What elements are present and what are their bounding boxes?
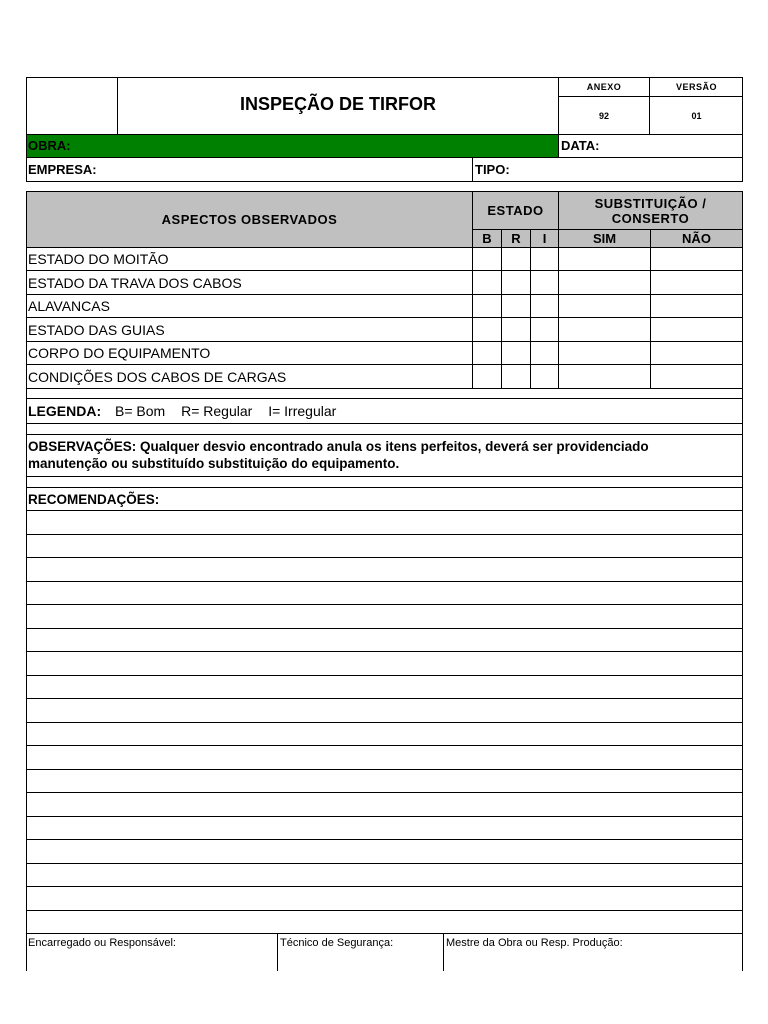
- legend: [28, 403, 336, 419]
- empresa-label: EMPRESA:: [28, 162, 97, 177]
- signature-tecnico: Técnico de Segurança:: [280, 937, 394, 949]
- observacoes-line2: manutenção ou substituído substituição do equipamento.: [28, 456, 400, 471]
- subst-header: [559, 192, 742, 229]
- recomendacoes-label: RECOMENDAÇÕES:: [28, 492, 160, 507]
- table-row: CORPO DO EQUIPAMENTO: [28, 345, 211, 361]
- estado-col-i: I: [542, 231, 547, 246]
- signature-encarregado: Encarregado ou Responsável:: [28, 937, 176, 949]
- table-row: ALAVANCAS: [28, 298, 110, 314]
- anexo-label: ANEXO: [586, 82, 622, 92]
- table-row: ESTADO DA TRAVA DOS CABOS: [28, 275, 242, 291]
- estado-col-r: R: [511, 231, 521, 246]
- versao-value: 01: [691, 110, 702, 121]
- versao-label: VERSÃO: [675, 82, 717, 92]
- table-row: ESTADO DO MOITÃO: [28, 251, 169, 267]
- signature-mestre: Mestre da Obra ou Resp. Produção:: [446, 937, 623, 949]
- page-title: INSPEÇÃO DE TIRFOR: [239, 93, 436, 114]
- subst-col-nao: NÃO: [682, 231, 711, 246]
- table-row: ESTADO DAS GUIAS: [28, 322, 165, 338]
- estado-col-b: B: [482, 231, 492, 246]
- tipo-label: TIPO:: [475, 162, 510, 177]
- subst-header-line1: SUBSTITUIÇÃO /: [594, 195, 707, 211]
- anexo-value: 92: [598, 110, 609, 121]
- legend-item-irregular: I= Irregular: [268, 403, 337, 419]
- estado-header: ESTADO: [487, 203, 544, 218]
- observacoes-line1: OBSERVAÇÕES: Qualquer desvio encontrado anula os itens perfeitos, deverá ser providenciado: [28, 439, 649, 454]
- legend-label: LEGENDA:: [28, 403, 102, 419]
- obra-label: OBRA:: [28, 138, 71, 153]
- table-row: CONDIÇÕES DOS CABOS DE CARGAS: [28, 369, 287, 385]
- subst-col-sim: SIM: [592, 231, 617, 246]
- subst-header-line2: CONSERTO: [611, 210, 690, 226]
- obra-bar: [27, 134, 558, 157]
- data-label: DATA:: [561, 138, 600, 153]
- legend-item-regular: R= Regular: [181, 403, 253, 419]
- legend-item-bom: B= Bom: [115, 403, 166, 419]
- aspects-header: ASPECTOS OBSERVADOS: [161, 212, 338, 227]
